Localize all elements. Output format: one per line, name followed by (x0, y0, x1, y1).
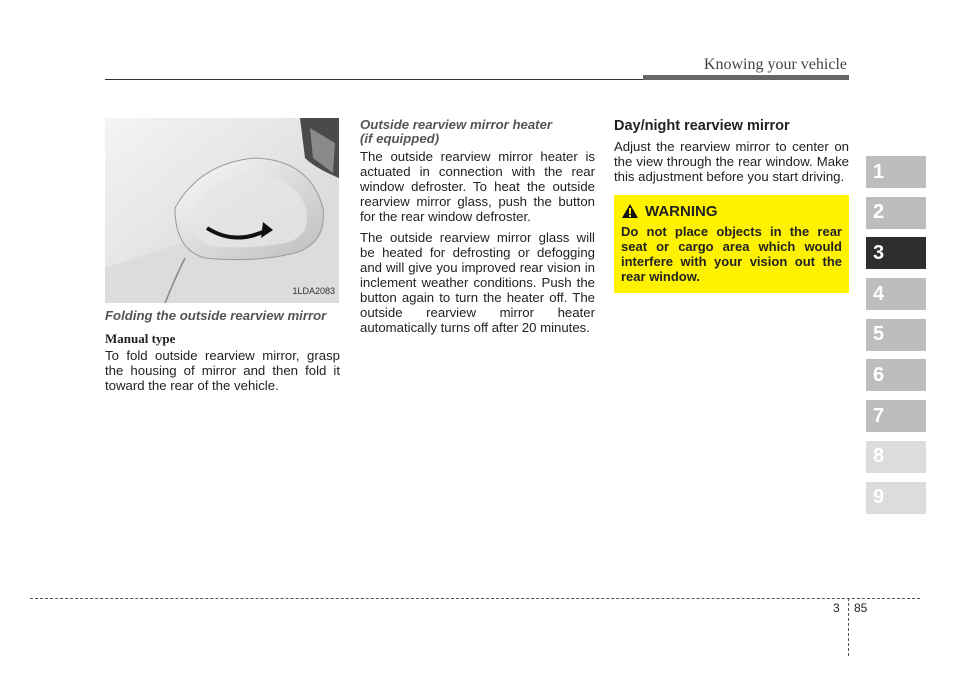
figure-code: 1LDA2083 (292, 286, 335, 296)
right-column (614, 118, 849, 293)
chapter-tab-2[interactable]: 2 (866, 197, 926, 229)
chapter-number: 3 (833, 601, 840, 615)
footer-rule (30, 598, 920, 599)
chapter-tabs (866, 156, 926, 522)
heater-heading-line2: (if equipped) (360, 131, 440, 146)
day-night-heading: Day/night rearview mirror (614, 118, 790, 134)
warning-triangle-icon (621, 203, 639, 219)
warning-title: WARNING (645, 202, 718, 220)
folding-mirror-image (105, 118, 339, 303)
header-accent-bar (643, 75, 849, 80)
mirror-illustration (105, 118, 339, 303)
warning-title-row (621, 203, 842, 219)
footer-divider (848, 598, 849, 656)
chapter-tab-1[interactable]: 1 (866, 156, 926, 188)
heater-paragraph-1: The outside rearview mirror heater is actuated in connection with the rear window defroster. To heat the outside rearview mirror glass, push the button for the rear window defroster. (360, 149, 595, 224)
heater-heading (360, 118, 595, 146)
chapter-tab-6[interactable]: 6 (866, 359, 926, 391)
chapter-tab-4[interactable]: 4 (866, 278, 926, 310)
warning-box (614, 195, 849, 293)
chapter-tab-8[interactable]: 8 (866, 441, 926, 473)
chapter-tab-3[interactable]: 3 (866, 237, 926, 269)
chapter-tab-7[interactable]: 7 (866, 400, 926, 432)
chapter-tab-9[interactable]: 9 (866, 482, 926, 514)
chapter-tab-5[interactable]: 5 (866, 319, 926, 351)
left-column (105, 118, 340, 399)
folding-instructions: To fold outside rearview mirror, grasp the housing of mirror and then fold it toward the rear of the vehicle. (105, 348, 340, 393)
warning-text: Do not place objects in the rear seat or cargo area which would interfere with your vision out the rear window. (621, 224, 842, 284)
middle-column (360, 118, 595, 341)
heater-paragraph-2: The outside rearview mirror glass will be heated for defrosting or defogging and will give you improved rear vision in inclement weather conditions. Push the button again to turn the heater off. The outside rearview mirror heater automatically turns off after 20 minutes. (360, 230, 595, 335)
manual-type-subhead: Manual type (105, 331, 176, 346)
figure-caption: Folding the outside rearview mirror (105, 308, 327, 323)
heater-heading-line1: Outside rearview mirror heater (360, 117, 553, 132)
day-night-instructions: Adjust the rearview mirror to center on the view through the rear window. Make this adjustment before you start driving. (614, 139, 849, 184)
running-header: Knowing your vehicle (703, 56, 847, 73)
page-number: 85 (854, 601, 868, 615)
